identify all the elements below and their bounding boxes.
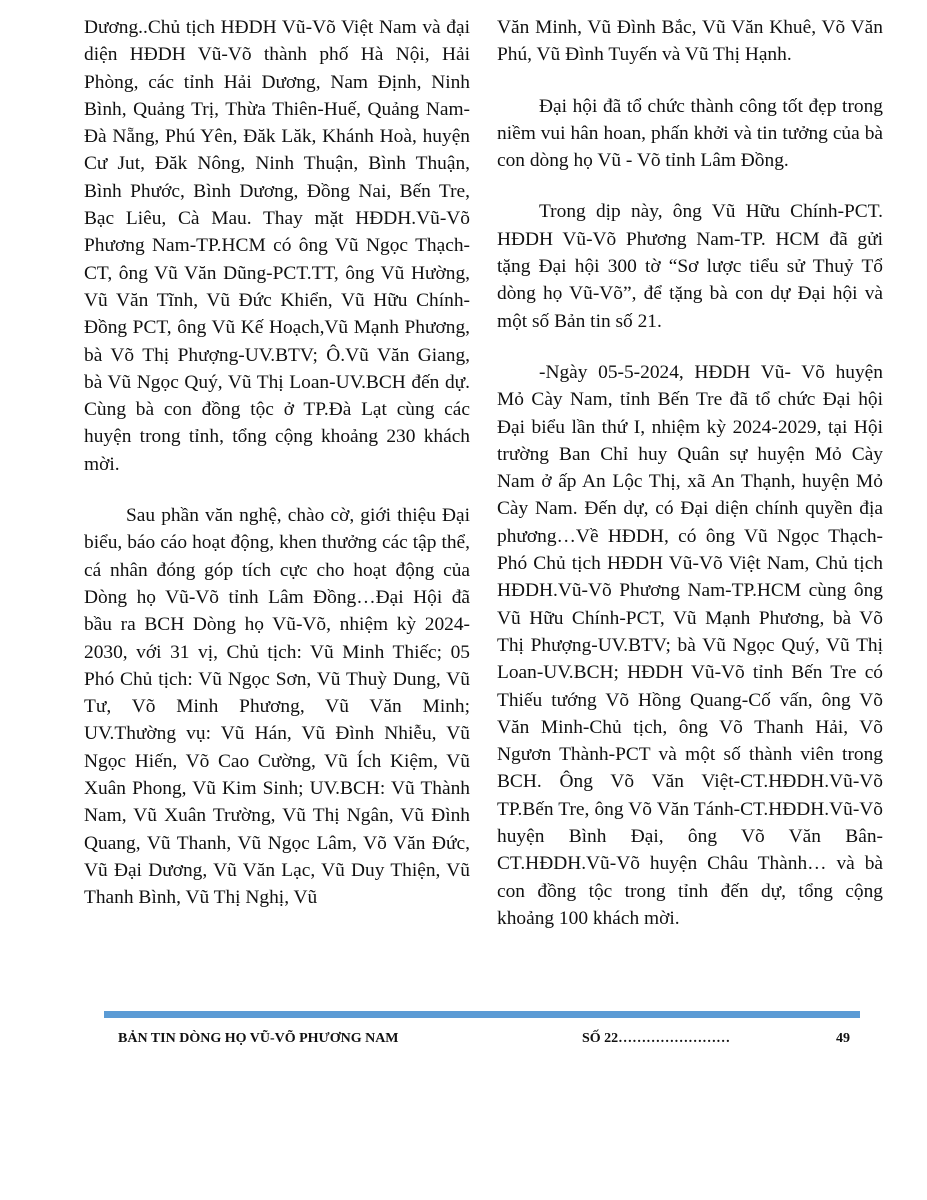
paragraph-gap — [84, 478, 470, 502]
paragraph-right-1: Văn Minh, Vũ Đình Bắc, Vũ Văn Khuê, Võ Văn Phú, Vũ Đình Tuyến và Vũ Thị Hạnh. — [497, 17, 883, 66]
footer-divider — [104, 1011, 860, 1018]
paragraph-gap — [497, 69, 883, 93]
left-column — [84, 14, 470, 912]
paragraph-gap — [497, 174, 883, 198]
paragraph-right-3: Trong dịp này, ông Vũ Hữu Chính-PCT. HĐDH Vũ-Võ Phương Nam-TP. HCM đã gửi tặng Đại hội 300 tờ “Sơ lược tiểu sử Thuỷ Tổ dòng họ Vũ-Võ”, để tặng bà con dự Đại hội và một số Bản tin số 21. — [497, 201, 883, 332]
page-footer — [0, 1031, 927, 1053]
paragraph-left-1: Dương..Chủ tịch HĐDH Vũ-Võ Việt Nam và đại diện HĐDH Vũ-Võ thành phố Hà Nội, Hải Phòng, các tỉnh Hải Dương, Nam Định, Ninh Bình, Quảng Trị, Thừa Thiên-Huế, Quảng Nam-Đà Nẵng, Phú Yên, Đăk Lăk, Khánh Hoà, huyện Cư Jut, Đăk Nông, Ninh Thuận, Bình Thuận, Bình Phước, Bình Dương, Đồng Nai, Bến Tre, Bạc Liêu, Cà Mau. Thay mặt HĐDH.Vũ-Võ Phương Nam-TP.HCM có ông Vũ Ngọc Thạch-CT, ông Vũ Văn Dũng-PCT.TT, ông Vũ Hường, Vũ Văn Tĩnh, Vũ Đức Khiển, Vũ Hữu Chính-Đồng PCT, ông Vũ Kế Hoạch,Vũ Mạnh Phương, bà Võ Thị Phượng-UV.BTV; Ô.Vũ Văn Giang, bà Vũ Ngọc Quý, Vũ Thị Loan-UV.BCH đến dự. Cùng bà con đồng tộc ở TP.Đà Lạt cùng các huyện trong tỉnh, tổng cộng khoảng 230 khách mời. — [84, 17, 470, 475]
paragraph-right-2: Đại hội đã tổ chức thành công tốt đẹp trong niềm vui hân hoan, phấn khởi và tin tưởng của bà con dòng họ Vũ - Võ tỉnh Lâm Đồng. — [497, 95, 883, 172]
paragraph-gap — [497, 335, 883, 359]
footer-issue-number: SỐ 22…………………… — [582, 1031, 731, 1046]
paragraph-left-2: Sau phần văn nghệ, chào cờ, giới thiệu Đại biểu, báo cáo hoạt động, khen thưởng các tập thể, cá nhân đóng góp tích cực cho hoạt động của Dòng họ Vũ-Võ tỉnh Lâm Đồng…Đại Hội đã bầu ra BCH Dòng họ Vũ-Võ, nhiệm kỳ 2024-2030, với 31 vị, Chủ tịch: Vũ Minh Thiếc; 05 Phó Chủ tịch: Vũ Ngọc Sơn, Vũ Thuỳ Dung, Vũ Tư, Võ Minh Phương, Vũ Văn Minh; UV.Thường vụ: Vũ Hán, Vũ Đình Nhiễu, Vũ Ngọc Hiến, Võ Cao Cường, Vũ Ích Kiệm, Vũ Xuân Phong, Vũ Kim Sinh; UV.BCH: Vũ Thành Nam, Vũ Xuân Trường, Vũ Thị Ngân, Vũ Đình Quang, Vũ Thanh, Vũ Ngọc Lâm, Võ Văn Đức, Vũ Đại Dương, Vũ Văn Lạc, Vũ Duy Thiện, Vũ Thanh Bình, Vũ Thị Nghị, Vũ — [84, 505, 470, 909]
footer-newsletter-title: BẢN TIN DÒNG HỌ VŨ-VÕ PHƯƠNG NAM — [118, 1031, 399, 1046]
paragraph-right-4: -Ngày 05-5-2024, HĐDH Vũ- Võ huyện Mỏ Cày Nam, tỉnh Bến Tre đã tổ chức Đại hội Đại biểu lần thứ I, nhiệm kỳ 2024-2029, tại Hội trường Ban Chỉ huy Quân sự huyện Mỏ Cày Nam ở ấp An Lộc Thị, xã An Thạnh, huyện Mỏ Cày Nam. Đến dự, có Đại diện chính quyền địa phương…Về HĐDH, có ông Vũ Ngọc Thạch-Phó Chủ tịch HĐDH Vũ-Võ Việt Nam, Chủ tịch HĐDH.Vũ-Võ Phương Nam-TP.HCM cùng ông Vũ Hữu Chính-PCT, Vũ Mạnh Phương, bà Võ Thị Phượng-UV.BTV; bà Vũ Ngọc Quý, Vũ Thị Loan-UV.BCH; HĐDH Vũ-Võ tỉnh Bến Tre có Thiếu tướng Võ Hồng Quang-Cố vấn, ông Võ Văn Minh-Chủ tịch, ông Võ Thanh Hải, Võ Ngươn Thành-PCT và một số thành viên trong BCH. Ông Võ Văn Việt-CT.HĐDH.Vũ-Võ TP.Bến Tre, ông Võ Văn Tánh-CT.HĐDH.Vũ-Võ huyện Bình Đại, ông Võ Văn Bân- CT.HĐDH.Vũ-Võ huyện Châu Thành… và bà con đồng tộc trong tỉnh đến dự, tổng cộng khoảng 100 khách mời. — [497, 361, 883, 929]
page-number: 49 — [836, 1031, 850, 1046]
right-column — [497, 14, 883, 932]
